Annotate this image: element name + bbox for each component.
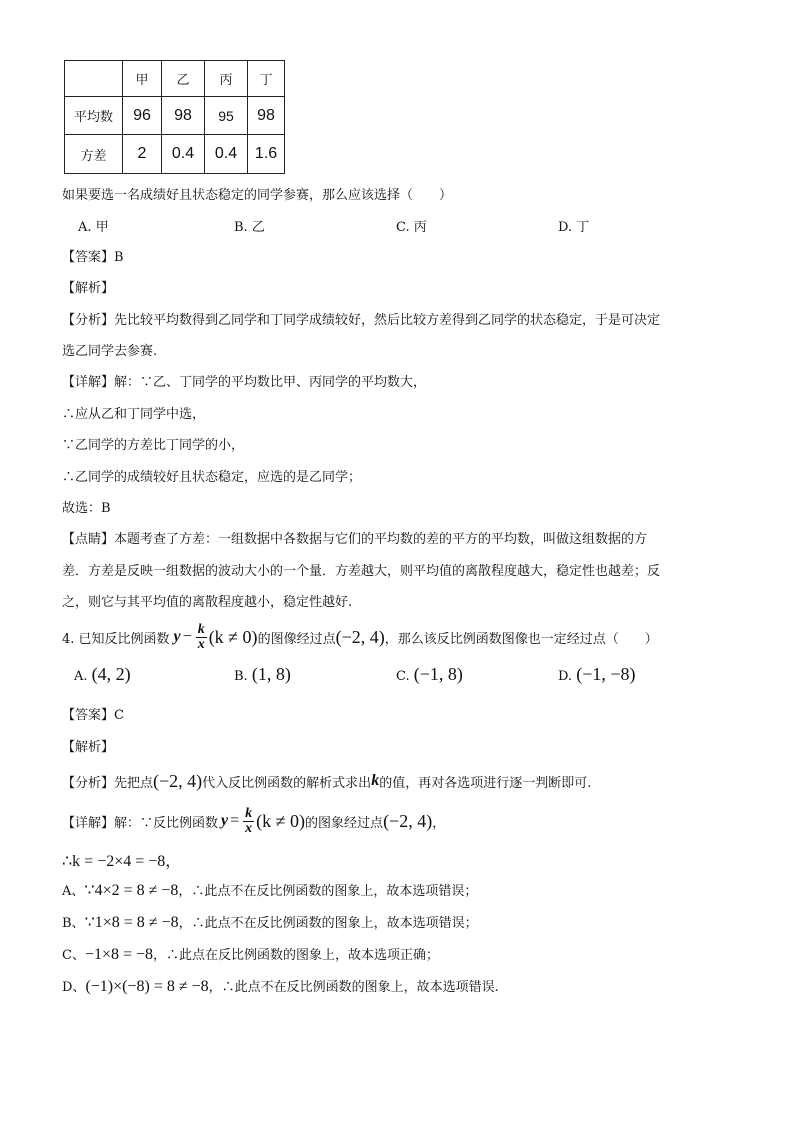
table-cell: 96 (123, 97, 162, 135)
detail-tag: 【详解】 (62, 815, 115, 831)
option-c: C. 丙 (396, 220, 427, 235)
check-line (62, 976, 499, 996)
fraction-denominator: x (245, 820, 253, 836)
option-letter: C. (396, 669, 410, 684)
fraction-numerator: k (197, 621, 205, 637)
answer-value: C (114, 708, 124, 723)
math-y: y (173, 628, 181, 645)
table-cell: 98 (162, 97, 205, 135)
dianjing-line: 差．方差是反映一组数据的波动大小的一个量．方差越大，则平均值的离散程度越大，稳定性也越差；反 (62, 564, 661, 579)
fraction-denominator: x (197, 636, 205, 652)
table-cell: 1.6 (248, 135, 285, 174)
answer-tag: 【答案】 (62, 708, 115, 723)
table-header-cell: 乙 (162, 61, 205, 97)
answer-value: B (114, 250, 124, 265)
dianjing-text: 本题考查了方差：一组数据中各数据与它们的平均数的差的平方的平均数，叫做这组数据的方 (114, 532, 648, 547)
check-line (62, 880, 477, 900)
check-text: ，∴此点不在反比例函数的图象上，故本选项错误； (178, 884, 478, 899)
table-header-cell: 甲 (123, 61, 162, 97)
table-header-cell (65, 61, 123, 97)
check-expr: ∵4×2 = 8 ≠ −8 (84, 882, 179, 899)
fraction (196, 623, 207, 652)
fraction-numerator: k (245, 805, 253, 821)
table-cell: 2 (123, 135, 162, 174)
math-point: (−2, 4) (383, 810, 433, 831)
dianjing-line: 之，则它与其平均值的离散程度越小，稳定性越好. (62, 595, 353, 610)
detail-text: 解：∵反比例函数 (114, 815, 219, 831)
option-letter: D. (558, 669, 573, 684)
question-text: 如果要选一名成绩好且状态稳定的同学参赛，那么应该选择（ ） (62, 188, 453, 203)
row-label: 平均数 (65, 97, 123, 135)
option-a (74, 664, 131, 685)
math-point: (−2, 4) (335, 626, 385, 647)
math-condition: (k ≠ 0) (256, 810, 306, 831)
option-b (234, 664, 291, 685)
fenxi-text: 的值，再对各选项进行逐一判断即可. (379, 775, 592, 791)
detail-text: 解：∵乙、丁同学的平均数比甲、丙同学的平均数大， (114, 375, 427, 390)
detail-line: 故选：B (62, 501, 111, 516)
check-label: A、 (62, 884, 85, 899)
detail-text: ， (432, 815, 446, 831)
math-k: k (371, 772, 380, 789)
check-text: ，∴此点不在反比例函数的图象上，故本选项错误. (208, 980, 499, 995)
answer-tag: 【答案】 (62, 250, 115, 265)
table-cell: 0.4 (162, 135, 205, 174)
question-prefix: 4. 已知反比例函数 (62, 631, 170, 647)
detail-line (62, 371, 426, 390)
table-cell: 98 (248, 97, 285, 135)
option-value: (4, 2) (91, 664, 131, 684)
fenxi-tag: 【分析】 (62, 313, 115, 328)
table-header-cell: 丙 (205, 61, 248, 97)
table-cell: 0.4 (205, 135, 248, 174)
detail-text: 的图象经过点 (305, 815, 384, 831)
fenxi-tag: 【分析】 (62, 775, 115, 791)
math-point: (−2, 4) (153, 770, 203, 791)
option-d: D. 丁 (558, 220, 590, 235)
fenxi-line-2: 选乙同学去参赛. (62, 344, 158, 359)
math-eq: − (182, 628, 192, 645)
check-text: ，∴此点不在反比例函数的图象上，故本选项错误； (178, 916, 478, 931)
table-row (65, 97, 285, 135)
math-condition: (k ≠ 0) (208, 626, 258, 647)
analysis-tag: 【解析】 (62, 281, 115, 296)
fraction (243, 807, 254, 836)
check-label: D、 (62, 980, 86, 995)
table-cell: 95 (205, 97, 248, 135)
detail-tag: 【详解】 (62, 375, 115, 390)
question-suffix: ，那么该反比例函数图像也一定经过点（ ） (384, 631, 658, 647)
question-mid: 的图像经过点 (257, 631, 336, 647)
dianjing-tag: 【点睛】 (62, 532, 115, 547)
fenxi-text: 先把点 (114, 775, 154, 791)
check-line (62, 944, 439, 964)
option-value: (−1, −8) (576, 664, 636, 684)
option-letter: B. (234, 669, 248, 684)
option-b: B. 乙 (234, 220, 265, 235)
detail-line: ∴乙同学的成绩较好且状态稳定，应选的是乙同学； (62, 470, 362, 485)
check-expr: −1×8 = −8 (84, 946, 154, 963)
check-label: B、 (62, 916, 85, 931)
detail-line (62, 804, 445, 838)
check-expr: (−1)×(−8) = 8 ≠ −8 (85, 978, 209, 995)
check-expr: ∵1×8 = 8 ≠ −8 (84, 914, 179, 931)
fenxi-line (62, 768, 591, 794)
dianjing-line (62, 528, 647, 547)
option-a: A. 甲 (78, 220, 109, 235)
question-4-text (62, 620, 658, 654)
option-letter: A. (74, 669, 88, 684)
math-eq: = (230, 812, 240, 829)
analysis-tag: 【解析】 (62, 740, 115, 755)
table-row (65, 135, 285, 174)
data-table (64, 60, 285, 174)
math-y: y (221, 812, 229, 829)
check-text: ，∴此点在反比例函数的图象上，故本选项正确； (153, 948, 440, 963)
fenxi-line (62, 309, 660, 328)
check-label: C、 (62, 948, 85, 963)
table-header-cell: 丁 (248, 61, 285, 97)
fenxi-text: 代入反比例函数的解析式求出 (202, 775, 372, 791)
k-value-line: ∴k = −2×4 = −8， (62, 853, 182, 870)
detail-line: ∵乙同学的方差比丁同学的小， (62, 438, 245, 453)
answer-line (62, 704, 124, 723)
option-value: (−1, 8) (413, 664, 463, 684)
fenxi-text: 先比较平均数得到乙同学和丁同学成绩较好，然后比较方差得到乙同学的状态稳定，于是可决定 (114, 313, 661, 328)
answer-line (62, 246, 124, 265)
option-d (558, 664, 636, 685)
option-c (396, 664, 463, 685)
row-label: 方差 (65, 135, 123, 174)
option-value: (1, 8) (251, 664, 291, 684)
detail-line: ∴应从乙和丁同学中选， (62, 407, 206, 422)
check-line (62, 912, 478, 932)
